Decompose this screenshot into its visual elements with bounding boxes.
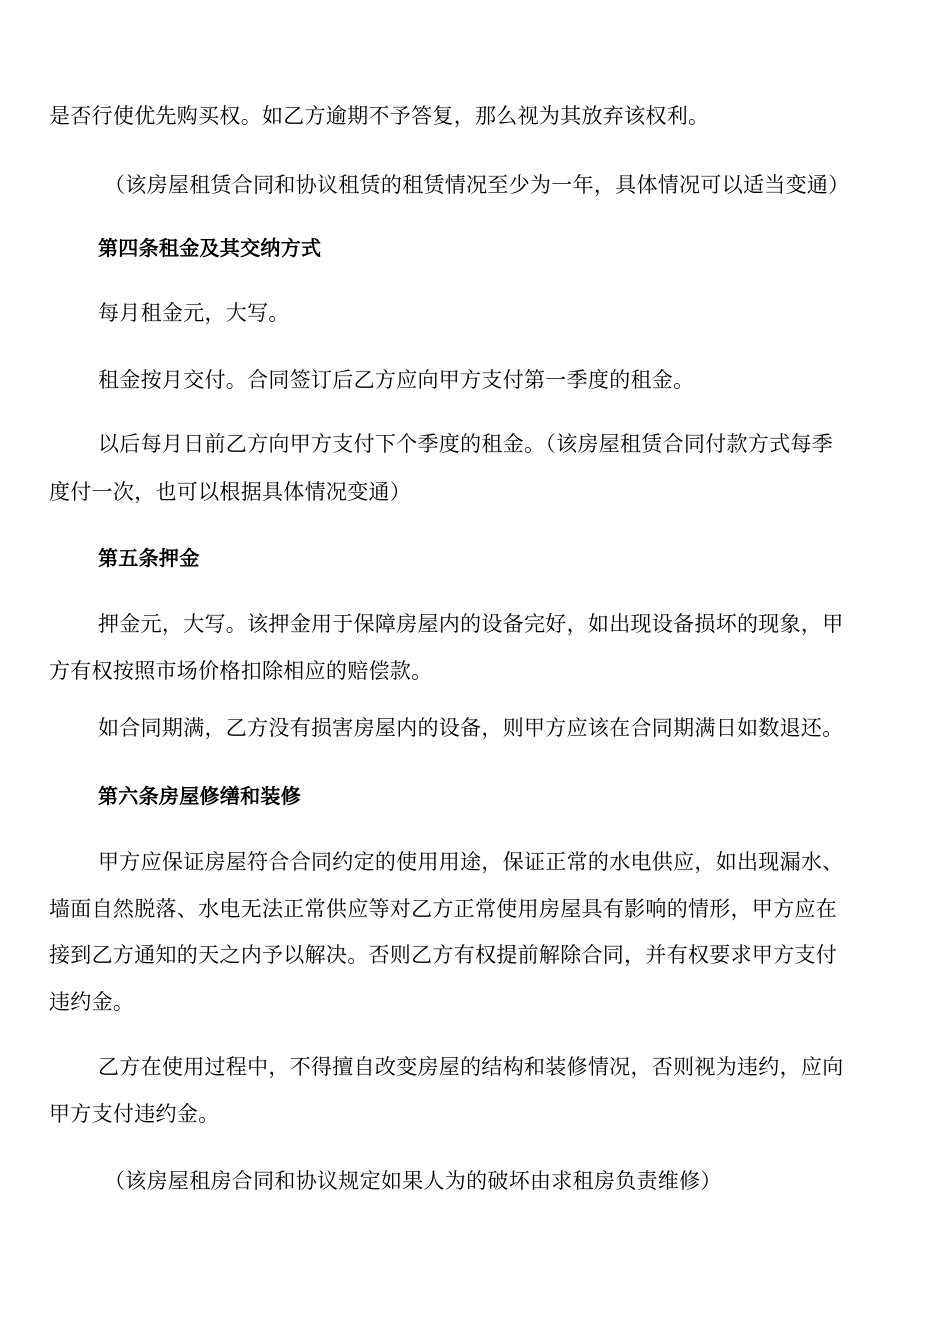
paragraph-line: 是否行使优先购买权。如乙方逾期不予答复，那么视为其放弃该权利。 xyxy=(49,104,710,128)
paragraph-line: 押金元，大写。该押金用于保障房屋内的设备完好，如出现设备损坏的现象，甲 xyxy=(98,612,844,636)
section-heading-4: 第四条租金及其交纳方式 xyxy=(98,236,322,260)
note-text: （该房屋租赁合同和协议租赁的租赁情况至少为一年，具体情况可以适当变通） xyxy=(104,173,850,197)
paragraph-line: 甲方应保证房屋符合合同约定的使用用途，保证正常的水电供应，如出现漏水、 xyxy=(98,850,844,874)
paragraph-line: 甲方支付违约金。 xyxy=(49,1102,220,1126)
paragraph-line: 每月租金元，大写。 xyxy=(98,301,290,325)
note-text: （该房屋租房合同和协议规定如果人为的破坏由求租房负责维修） xyxy=(104,1169,722,1193)
paragraph-line: 墙面自然脱落、水电无法正常供应等对乙方正常使用房屋具有影响的情形，甲方应在 xyxy=(49,897,838,921)
paragraph-line: 违约金。 xyxy=(49,990,135,1014)
paragraph-line: 方有权按照市场价格扣除相应的赔偿款。 xyxy=(49,659,433,683)
paragraph-line: 租金按月交付。合同签订后乙方应向甲方支付第一季度的租金。 xyxy=(98,368,695,392)
paragraph-line: 度付一次，也可以根据具体情况变通） xyxy=(49,480,412,504)
paragraph-line: 乙方在使用过程中，不得擅自改变房屋的结构和装修情况，否则视为违约，应向 xyxy=(98,1055,844,1079)
section-heading-5: 第五条押金 xyxy=(98,546,200,570)
paragraph-line: 如合同期满，乙方没有损害房屋内的设备，则甲方应该在合同期满日如数退还。 xyxy=(98,716,844,740)
section-heading-6: 第六条房屋修缮和装修 xyxy=(98,784,301,808)
paragraph-line: 以后每月日前乙方向甲方支付下个季度的租金。（该房屋租赁合同付款方式每季 xyxy=(98,432,833,456)
paragraph-line: 接到乙方通知的天之内予以解决。否则乙方有权提前解除合同，并有权要求甲方支付 xyxy=(49,943,838,967)
